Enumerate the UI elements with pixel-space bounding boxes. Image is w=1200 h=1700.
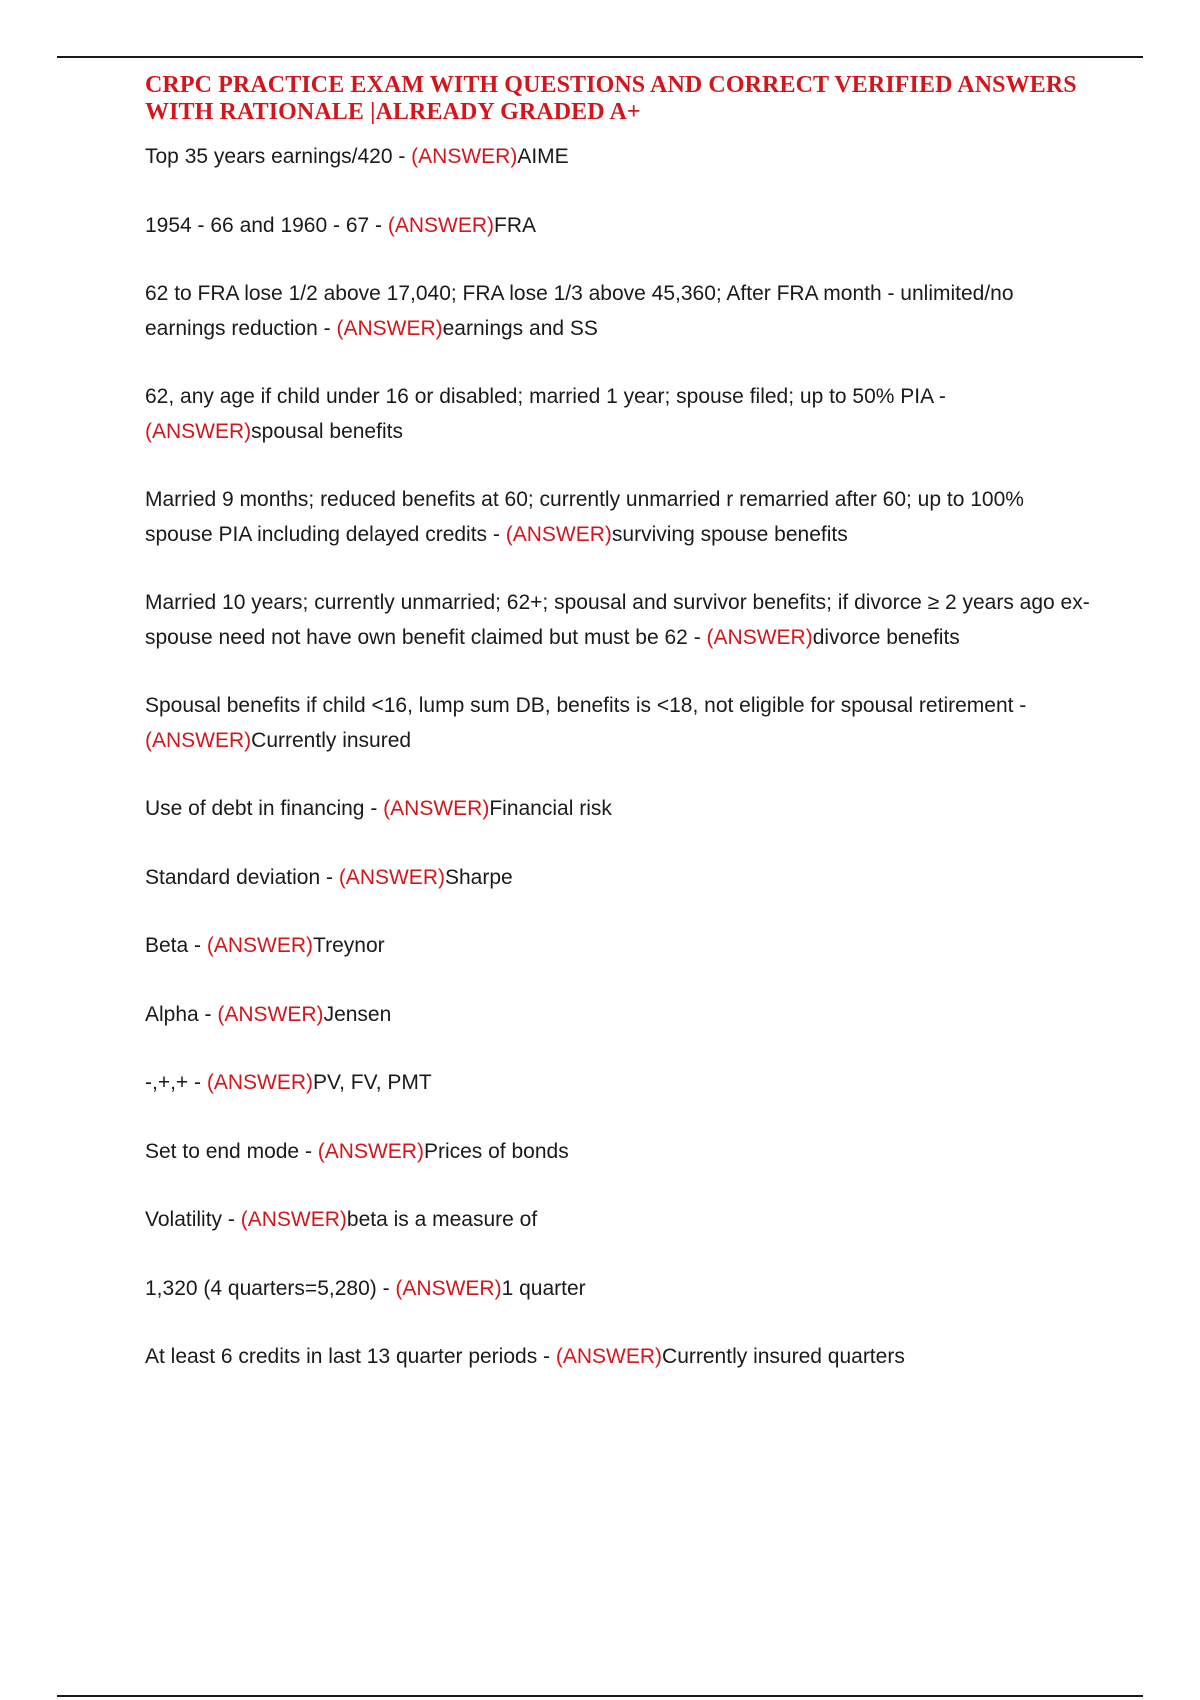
- qa-separator: -: [188, 1071, 207, 1094]
- qa-question: 1954 - 66 and 1960 - 67: [145, 213, 370, 237]
- answer-tag: (ANSWER): [145, 728, 252, 752]
- answer-tag: (ANSWER): [336, 316, 443, 340]
- qa-item: [145, 1135, 1095, 1170]
- answer-tag: (ANSWER): [317, 1139, 424, 1163]
- qa-list: [145, 140, 1095, 1375]
- qa-item: [145, 792, 1095, 827]
- qa-answer: spousal benefits: [251, 419, 403, 443]
- answer-tag: (ANSWER): [217, 1002, 324, 1026]
- qa-item: [145, 1272, 1095, 1307]
- answer-tag: (ANSWER): [411, 145, 518, 168]
- qa-separator: -: [198, 1002, 218, 1026]
- qa-item: [145, 380, 1095, 449]
- qa-answer: divorce benefits: [812, 625, 960, 649]
- qa-question: Married 10 years; currently unmarried; 62+; spousal and survivor benefits; if divorce ≥ 2 years ago ex-spouse need not have own benefit claimed but must be 62: [145, 591, 1090, 649]
- qa-answer: Currently insured: [251, 728, 412, 752]
- document-title: CRPC PRACTICE EXAM WITH QUESTIONS AND CORRECT VERIFIED ANSWERS WITH RATIONALE |ALREADY GRADED A+: [145, 72, 1077, 125]
- qa-item: [145, 483, 1095, 552]
- qa-separator: -: [320, 865, 339, 889]
- qa-question: Top 35 years earnings/420: [145, 145, 393, 168]
- qa-answer: surviving spouse benefits: [611, 522, 848, 546]
- qa-question: Spousal benefits if child <16, lump sum DB, benefits is <18, not eligible for spousal retirement: [145, 694, 1014, 717]
- footer-rule: [57, 1695, 1143, 1697]
- qa-item: [145, 209, 1095, 244]
- qa-question: 1,320 (4 quarters=5,280): [145, 1276, 377, 1300]
- answer-tag: (ANSWER): [338, 865, 445, 889]
- answer-tag: (ANSWER): [206, 1071, 314, 1094]
- answer-tag: (ANSWER): [505, 522, 612, 546]
- qa-question: Use of debt in financing: [145, 797, 365, 820]
- qa-question: Beta: [145, 934, 189, 957]
- qa-question: Alpha: [145, 1002, 199, 1026]
- qa-answer: FRA: [494, 213, 537, 237]
- qa-item: [145, 689, 1095, 758]
- qa-separator: -: [188, 934, 207, 957]
- qa-answer: PV, FV, PMT: [313, 1071, 432, 1094]
- qa-answer: AIME: [517, 145, 569, 168]
- qa-item: [145, 277, 1095, 346]
- qa-separator: -: [222, 1208, 241, 1231]
- document-body: [145, 72, 1095, 1409]
- qa-answer: Sharpe: [444, 865, 513, 889]
- qa-question: -,+,+: [145, 1071, 189, 1094]
- qa-item: [145, 140, 1095, 175]
- qa-answer: earnings and SS: [442, 316, 598, 340]
- qa-answer: Prices of bonds: [423, 1139, 569, 1163]
- qa-item: [145, 1066, 1095, 1101]
- qa-answer: 1 quarter: [501, 1276, 586, 1300]
- qa-separator: -: [376, 1276, 396, 1300]
- qa-item: [145, 929, 1095, 964]
- qa-item: [145, 861, 1095, 896]
- answer-tag: (ANSWER): [395, 1276, 502, 1300]
- qa-question: At least 6 credits in last 13 quarter periods: [145, 1345, 538, 1368]
- qa-question: Married 9 months; reduced benefits at 60; currently unmarried r remarried after 60; up to 100% spouse PIA including delayed credits: [145, 488, 1024, 546]
- qa-answer: Jensen: [323, 1002, 392, 1026]
- qa-answer: beta is a measure of: [346, 1208, 538, 1231]
- qa-answer: Currently insured quarters: [662, 1345, 905, 1368]
- qa-separator: -: [537, 1345, 556, 1368]
- answer-tag: (ANSWER): [145, 419, 252, 443]
- qa-separator: -: [687, 625, 707, 649]
- qa-separator: -: [369, 213, 388, 237]
- qa-separator: -: [1013, 694, 1027, 717]
- qa-question: Set to end mode: [145, 1139, 300, 1163]
- answer-tag: (ANSWER): [706, 625, 813, 649]
- qa-separator: -: [364, 797, 384, 820]
- qa-answer: Financial risk: [489, 797, 612, 820]
- qa-answer: Treynor: [313, 934, 385, 957]
- qa-separator: -: [392, 145, 412, 168]
- answer-tag: (ANSWER): [383, 797, 490, 820]
- answer-tag: (ANSWER): [240, 1208, 347, 1231]
- qa-item: [145, 1340, 1095, 1375]
- qa-separator: -: [299, 1139, 318, 1163]
- qa-question: 62, any age if child under 16 or disabled; married 1 year; spouse filed; up to 50% PIA: [145, 385, 933, 408]
- qa-question: Volatility: [145, 1208, 223, 1231]
- qa-separator: -: [487, 522, 506, 546]
- qa-question: 62 to FRA lose 1/2 above 17,040; FRA lose 1/3 above 45,360; After FRA month - unlimited/no earnings reduction: [145, 282, 1014, 340]
- qa-separator: -: [932, 385, 946, 408]
- qa-item: [145, 998, 1095, 1033]
- qa-separator: -: [317, 316, 337, 340]
- qa-item: [145, 586, 1095, 655]
- qa-item: [145, 1203, 1095, 1238]
- answer-tag: (ANSWER): [555, 1345, 663, 1368]
- qa-question: Standard deviation: [145, 865, 321, 889]
- answer-tag: (ANSWER): [387, 213, 495, 237]
- header-rule: [57, 56, 1143, 58]
- answer-tag: (ANSWER): [206, 934, 314, 957]
